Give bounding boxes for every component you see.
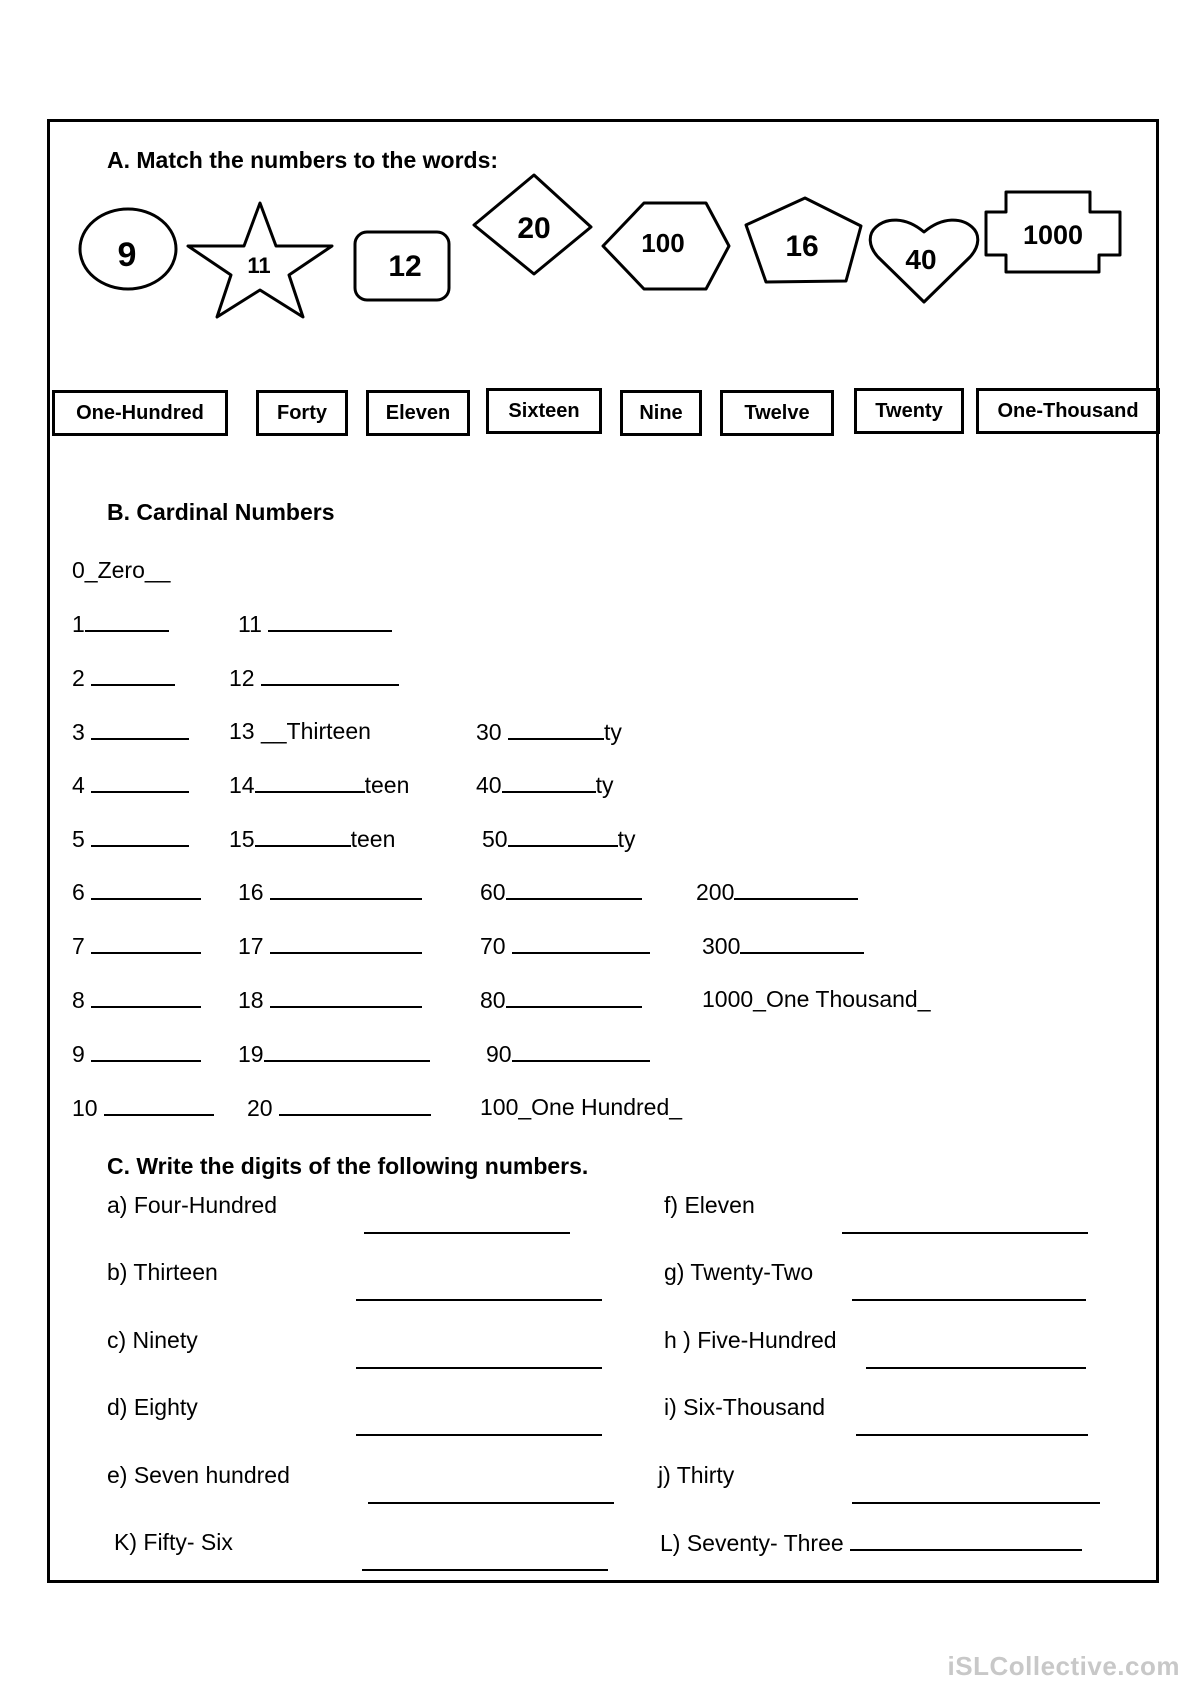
answer-line[interactable] <box>508 718 604 740</box>
entry-2: 2 <box>72 664 175 692</box>
answer-line[interactable] <box>91 771 189 793</box>
answer-line[interactable] <box>91 932 201 954</box>
entry-19: 19 <box>238 1040 430 1068</box>
answer-line[interactable] <box>91 718 189 740</box>
item-j-label: j) Thirty <box>658 1462 735 1488</box>
answer-line[interactable] <box>734 878 858 900</box>
answer-line[interactable] <box>104 1094 214 1116</box>
word-box-one-thousand[interactable]: One-Thousand <box>976 388 1160 434</box>
answer-line[interactable] <box>508 825 618 847</box>
answer-line-k[interactable] <box>362 1549 608 1571</box>
shape-number-9: 9 <box>117 236 137 274</box>
entry-3: 3 <box>72 718 189 746</box>
shape-number-12: 12 <box>388 250 422 283</box>
section-a-heading: A. Match the numbers to the words: <box>107 147 499 173</box>
answer-line-l[interactable] <box>850 1529 1082 1551</box>
answer-line-a[interactable] <box>364 1212 570 1234</box>
entry-13: 13 __Thirteen <box>229 718 371 744</box>
answer-line-i[interactable] <box>856 1414 1088 1436</box>
answer-line[interactable] <box>91 664 175 686</box>
answer-line[interactable] <box>512 1040 650 1062</box>
entry-14: 14 teen <box>229 772 410 798</box>
word-box-one-hundred[interactable]: One-Hundred <box>52 390 228 436</box>
item-e-label: e) Seven hundred <box>107 1462 290 1488</box>
answer-line-g[interactable] <box>852 1279 1086 1301</box>
answer-line[interactable] <box>270 986 422 1008</box>
answer-line-d[interactable] <box>356 1414 602 1436</box>
entry-300: 300 <box>702 932 864 960</box>
answer-line-c[interactable] <box>356 1347 602 1369</box>
answer-line[interactable] <box>506 878 642 900</box>
entry-7: 7 <box>72 932 201 960</box>
word-box-forty[interactable]: Forty <box>256 390 348 436</box>
answer-line[interactable] <box>506 986 642 1008</box>
item-f-label: f) Eleven <box>664 1192 755 1218</box>
item-k-label: K) Fifty- Six <box>114 1529 233 1555</box>
item-d-label: d) Eighty <box>107 1394 198 1420</box>
answer-line-b[interactable] <box>356 1279 602 1301</box>
word-box-twenty[interactable]: Twenty <box>854 388 964 434</box>
item-g-label: g) Twenty-Two <box>664 1259 814 1285</box>
item-h-label: h ) Five-Hundred <box>664 1327 837 1353</box>
entry-70: 70 <box>480 932 650 960</box>
entry-6: 6 <box>72 878 201 906</box>
entry-9: 9 <box>72 1040 201 1068</box>
watermark: iSLCollective.com <box>947 1651 1180 1681</box>
answer-line[interactable] <box>740 932 864 954</box>
shape-number-40: 40 <box>905 244 937 275</box>
answer-line[interactable] <box>255 825 351 847</box>
entry-200: 200 <box>696 878 858 906</box>
entry-8: 8 <box>72 986 201 1014</box>
answer-line[interactable] <box>255 771 365 793</box>
zero-row: 0_Zero__ <box>72 557 171 583</box>
entry-100: 100_One Hundred_ <box>480 1094 683 1120</box>
entry-40: 40 ty <box>476 772 614 798</box>
entry-15: 15 teen <box>229 826 396 852</box>
entry-11: 11 <box>238 610 392 638</box>
entry-1: 1 <box>72 610 169 638</box>
answer-line[interactable] <box>261 664 399 686</box>
shape-number-11: 11 <box>247 253 271 278</box>
entry-18: 18 <box>238 986 422 1014</box>
answer-line[interactable] <box>270 932 422 954</box>
word-box-nine[interactable]: Nine <box>620 390 702 436</box>
item-b-label: b) Thirteen <box>107 1259 218 1285</box>
answer-line[interactable] <box>264 1040 430 1062</box>
answer-line-j[interactable] <box>852 1482 1100 1504</box>
word-box-eleven[interactable]: Eleven <box>366 390 470 436</box>
answer-line[interactable] <box>91 986 201 1008</box>
entry-80: 80 <box>480 986 642 1014</box>
entry-90: 90 <box>486 1040 650 1068</box>
entry-12: 12 <box>229 664 399 692</box>
answer-line[interactable] <box>279 1094 431 1116</box>
entry-10: 10 <box>72 1094 214 1122</box>
shape-number-16: 16 <box>785 230 819 263</box>
answer-line[interactable] <box>512 932 650 954</box>
answer-line[interactable] <box>85 610 169 632</box>
answer-line[interactable] <box>91 825 189 847</box>
answer-line[interactable] <box>268 610 392 632</box>
shape-number-1000: 1000 <box>1022 220 1084 250</box>
word-box-sixteen[interactable]: Sixteen <box>486 388 602 434</box>
answer-line[interactable] <box>91 878 201 900</box>
shape-number-20: 20 <box>517 212 551 245</box>
entry-60: 60 <box>480 878 642 906</box>
entry-50: 50 ty <box>482 826 636 852</box>
number-shapes <box>0 0 1200 330</box>
entry-1000: 1000_One Thousand_ <box>702 986 931 1012</box>
entry-20: 20 <box>247 1094 431 1122</box>
section-b-heading: B. Cardinal Numbers <box>107 499 335 525</box>
shape-number-100: 100 <box>641 228 685 258</box>
entry-17: 17 <box>238 932 422 960</box>
answer-line-f[interactable] <box>842 1212 1088 1234</box>
answer-line[interactable] <box>502 771 596 793</box>
entry-5: 5 <box>72 825 189 853</box>
answer-line[interactable] <box>91 1040 201 1062</box>
item-a-label: a) Four-Hundred <box>107 1192 278 1218</box>
entry-4: 4 <box>72 771 189 799</box>
word-box-twelve[interactable]: Twelve <box>720 390 834 436</box>
answer-line[interactable] <box>270 878 422 900</box>
entry-30: 30 ty <box>476 719 622 745</box>
item-c-label: c) Ninety <box>107 1327 198 1353</box>
answer-line-e[interactable] <box>368 1482 614 1504</box>
answer-line-h[interactable] <box>866 1347 1086 1369</box>
entry-16: 16 <box>238 878 422 906</box>
item-l-label: L) Seventy- Three <box>660 1529 1082 1557</box>
section-c-heading: C. Write the digits of the following numbers. <box>107 1153 589 1179</box>
item-i-label: i) Six-Thousand <box>664 1394 826 1420</box>
